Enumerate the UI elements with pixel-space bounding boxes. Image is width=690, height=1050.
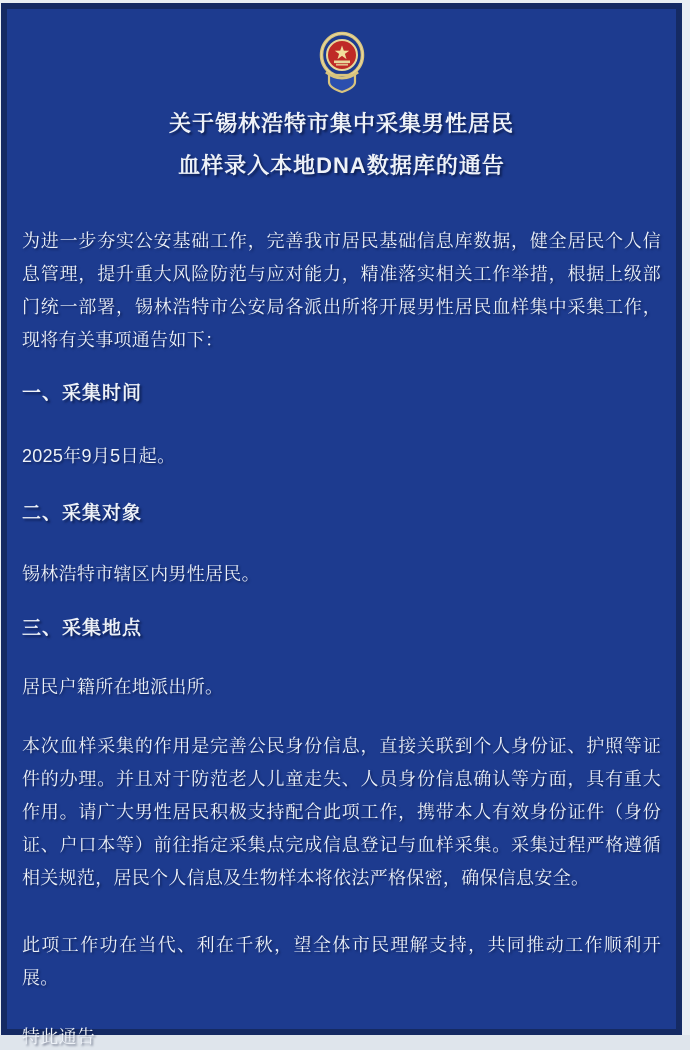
section-heading-collection-target: 二、采集对象	[22, 503, 143, 524]
notice-card	[1, 3, 682, 1047]
notice-title-line1: 关于锡林浩特市集中采集男性居民	[168, 111, 514, 136]
notice-intro-paragraph: 为进一步夯实公安基础工作，完善我市居民基础信息库数据，健全居民个人信息管理，提升重大风险防范与应对能力，精准落实相关工作举措，根据上级部门统一部署，锡林浩特市公安局各派出所将开展男性居民血样集中采集工作，现将有关事项通告如下：	[22, 231, 661, 350]
notice-title	[22, 109, 661, 181]
notice-signoff: 特此通告	[22, 1027, 96, 1047]
section-body-collection-location: 居民户籍所在地派出所。	[22, 677, 224, 697]
notice-closing-paragraph: 此项工作功在当代、利在千秋，望全体市民理解支持，共同推动工作顺利开展。	[22, 935, 661, 988]
police-badge-icon	[314, 29, 370, 93]
notice-title-line2: 血样录入本地DNA数据库的通告	[178, 153, 505, 178]
notice-purpose-paragraph: 本次血样采集的作用是完善公民身份信息，直接关联到个人身份证、护照等证件的办理。并且对于防范老人儿童走失、人员身份信息确认等方面，具有重大作用。请广大男性居民积极支持配合此项工作，携带本人有效身份证件（身份证、户口本等）前往指定采集点完成信息登记与血样采集。采集过程严格遵循相关规范，居民个人信息及生物样本将依法严格保密，确保信息安全。	[22, 736, 661, 888]
section-heading-collection-location: 三、采集地点	[22, 618, 143, 639]
section-body-collection-time: 2025年9月5日起。	[22, 446, 176, 466]
section-heading-collection-time: 一、采集时间	[22, 383, 143, 404]
section-body-collection-target: 锡林浩特市辖区内男性居民。	[22, 564, 260, 584]
